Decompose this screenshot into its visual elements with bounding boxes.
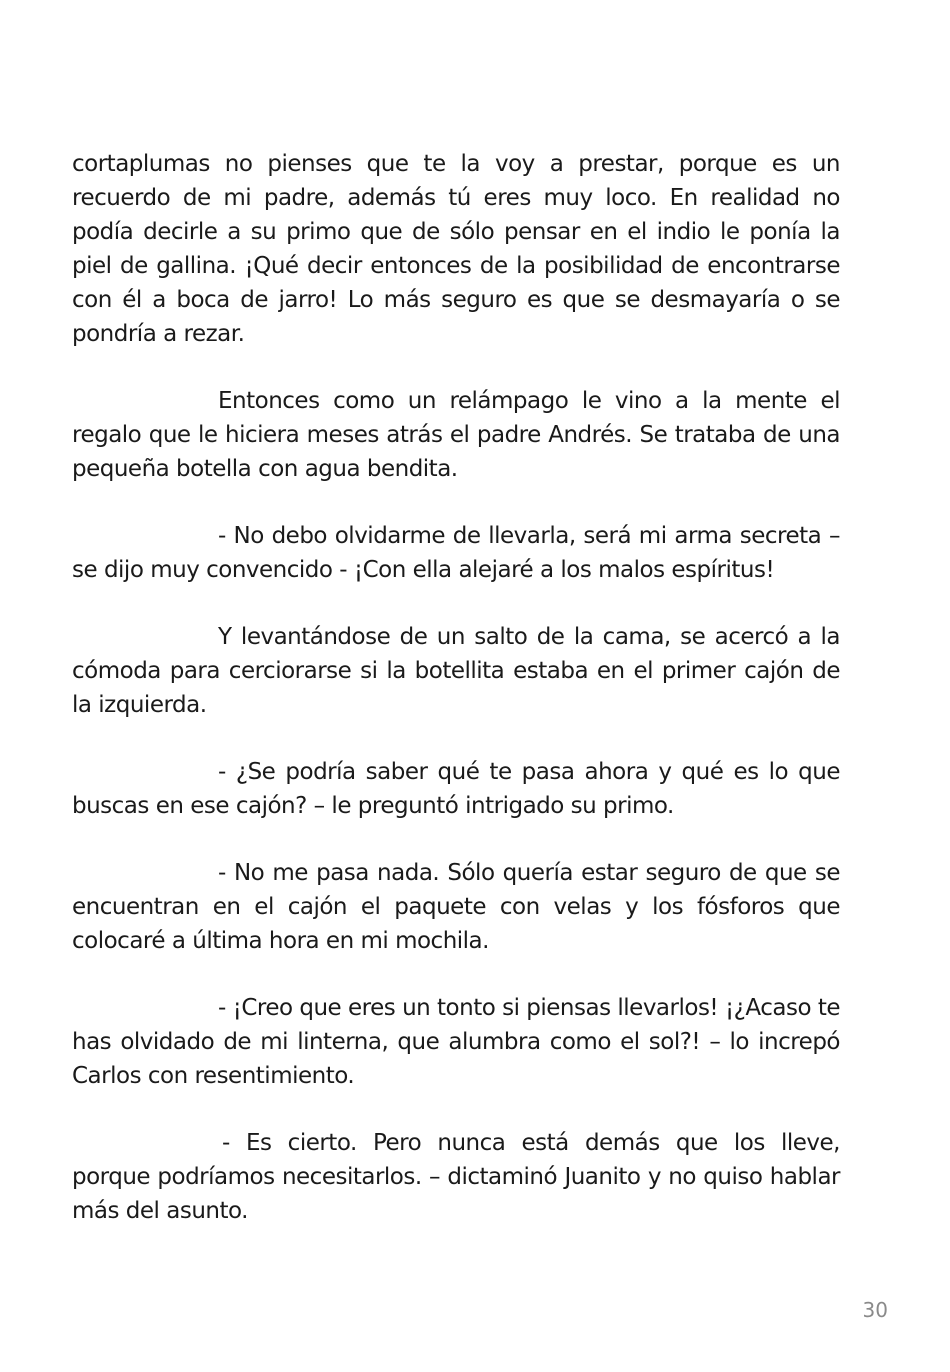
paragraph: - ¡Creo que eres un tonto si piensas llevarlos! ¡¿Acaso te has olvidado de mi linterna, que alumbra como el sol?! – lo increpó Carlos con resentimiento. bbox=[72, 995, 840, 1089]
page-number: 30 bbox=[862, 1298, 888, 1322]
paragraph: cortaplumas no pienses que te la voy a prestar, porque es un recuerdo de mi padre, además tú eres muy loco. En realidad no podía decirle a su primo que de sólo pensar en el indio le ponía la piel de gallina. ¡Qué decir entonces de la posibilidad de encontrarse con él a boca de jarro! Lo más seguro es que se desmayaría o se pondría a rezar. bbox=[72, 151, 840, 347]
paragraph: - Es cierto. Pero nunca está demás que los lleve, porque podríamos necesitarlos. – dictaminó Juanito y no quiso hablar más del asunto. bbox=[72, 1130, 840, 1224]
paragraph: - No me pasa nada. Sólo quería estar seguro de que se encuentran en el cajón el paquete con velas y los fósforos que colocaré a última hora en mi mochila. bbox=[72, 860, 840, 954]
paragraph: Entonces como un relámpago le vino a la mente el regalo que le hiciera meses atrás el padre Andrés. Se trataba de una pequeña botella con agua bendita. bbox=[72, 388, 840, 482]
page-body bbox=[72, 147, 840, 1261]
paragraph: Y levantándose de un salto de la cama, se acercó a la cómoda para cerciorarse si la botellita estaba en el primer cajón de la izquierda. bbox=[72, 624, 840, 718]
paragraph: - ¿Se podría saber qué te pasa ahora y qué es lo que buscas en ese cajón? – le preguntó intrigado su primo. bbox=[72, 759, 840, 819]
paragraph: - No debo olvidarme de llevarla, será mi arma secreta – se dijo muy convencido - ¡Con ella alejaré a los malos espíritus! bbox=[72, 523, 840, 583]
